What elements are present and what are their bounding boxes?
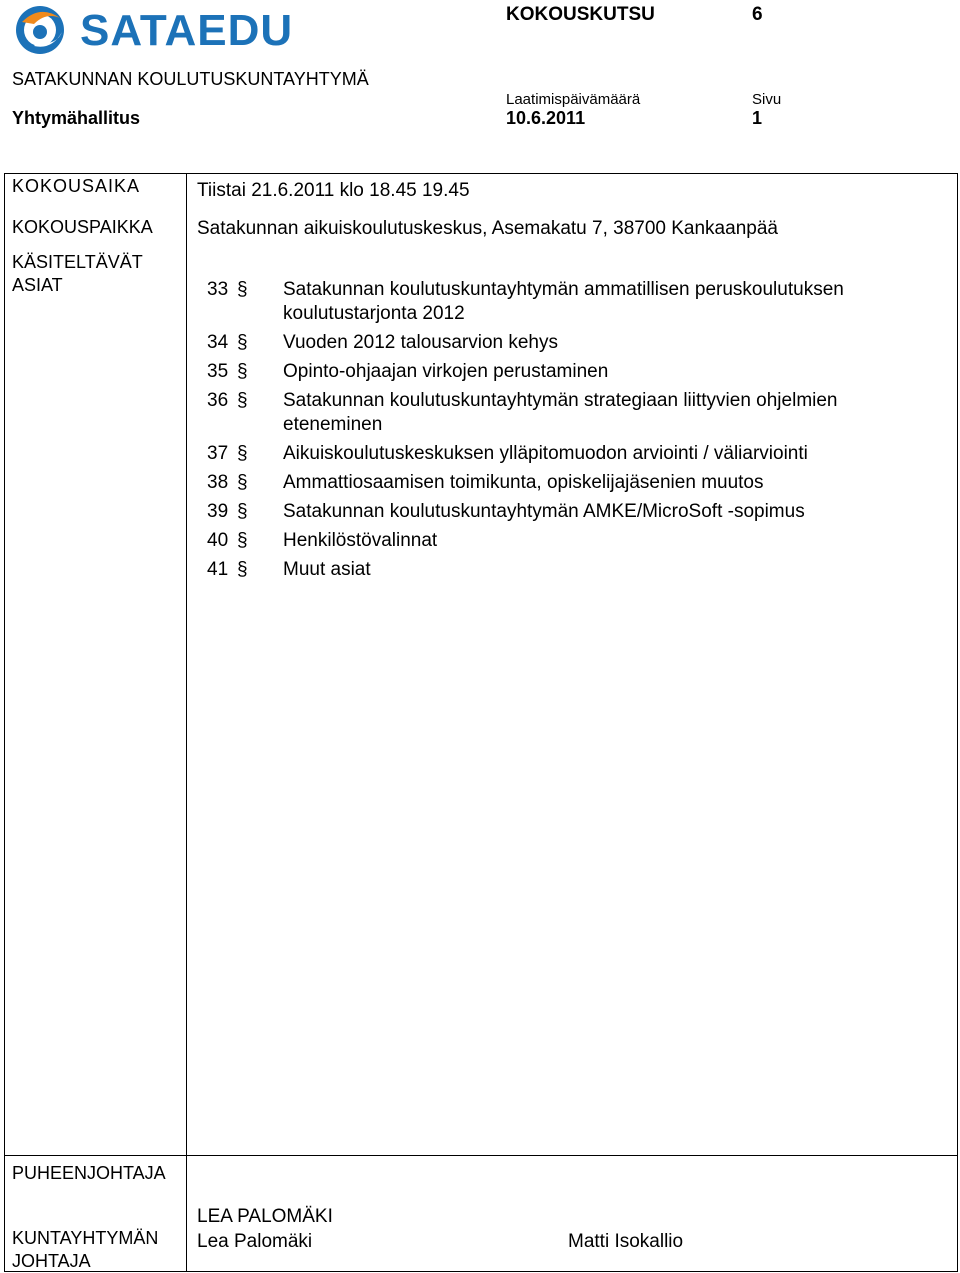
item-text: Henkilöstövalinnat: [283, 530, 438, 551]
agenda-list: [207, 278, 907, 587]
logo-text: SATAEDU: [80, 6, 294, 55]
meeting-time: Tiistai 21.6.2011 klo 18.45 19.45: [197, 180, 470, 201]
meeting-place-label: KOKOUSPAIKKA: [12, 217, 153, 237]
item-number: 36: [207, 390, 229, 411]
item-text: Satakunnan koulutuskuntayhtymän AMKE/MicroSoft -sopimus: [283, 501, 805, 522]
organization-name: SATAKUNNAN KOULUTUSKUNTAYHTYMÄ: [12, 69, 369, 89]
list-item: [207, 529, 907, 553]
list-item: [207, 442, 907, 466]
section-sign: §: [237, 332, 248, 353]
item-number: 41: [207, 559, 229, 580]
section-sign: §: [237, 443, 248, 464]
list-item: [207, 278, 907, 326]
item-number: 34: [207, 332, 229, 353]
item-text: Aikuiskoulutuskeskuksen ylläpitomuodon arviointi / väliarviointi: [283, 443, 808, 464]
section-sign: §: [237, 390, 248, 411]
item-number: 38: [207, 472, 229, 493]
item-text: Opinto-ohjaajan virkojen perustaminen: [283, 361, 609, 382]
item-text: Satakunnan koulutuskuntayhtymän strategiaan liittyvien ohjelmien eteneminen: [283, 390, 838, 435]
meeting-place: Satakunnan aikuiskoulutuskeskus, Asemakatu 7, 38700 Kankaanpää: [197, 218, 778, 239]
agenda-label-line2: ASIAT: [12, 275, 63, 295]
table-row-divider: [4, 1155, 958, 1156]
logo-swirl-icon: [12, 2, 72, 58]
item-text: Satakunnan koulutuskuntayhtymän ammatillisen peruskoulutuksen koulutustarjonta 2012: [283, 279, 844, 324]
document-type: KOKOUSKUTSU: [506, 4, 655, 25]
director-label: KUNTAYHTYMÄN: [12, 1228, 159, 1248]
list-item: [207, 331, 907, 355]
item-text: Vuoden 2012 talousarvion kehys: [283, 332, 558, 353]
section-sign: §: [237, 559, 248, 580]
item-number: 35: [207, 361, 229, 382]
section-sign: §: [237, 472, 248, 493]
list-item: [207, 471, 907, 495]
list-item: [207, 558, 907, 582]
item-text: Muut asiat: [283, 559, 371, 580]
meeting-time-label: KOKOUSAIKA: [12, 176, 141, 196]
director-label-line2: JOHTAJA: [12, 1251, 91, 1271]
page-label: Sivu: [752, 91, 782, 108]
item-number: 39: [207, 501, 229, 522]
item-number: 33: [207, 279, 229, 300]
chair-label: PUHEENJOHTAJA: [12, 1163, 166, 1183]
item-number: 40: [207, 530, 229, 551]
director-name: Matti Isokallio: [568, 1231, 684, 1252]
section-sign: §: [237, 501, 248, 522]
board-name: Yhtymähallitus: [12, 108, 141, 128]
date-label: Laatimispäivämäärä: [506, 91, 641, 108]
list-item: [207, 500, 907, 524]
chair-name-caps: LEA PALOMÄKI: [197, 1206, 333, 1227]
document-number: 6: [752, 4, 763, 25]
list-item: [207, 389, 907, 437]
section-sign: §: [237, 530, 248, 551]
table-column-divider: [186, 173, 187, 1272]
list-item: [207, 360, 907, 384]
agenda-label: KÄSITELTÄVÄT: [12, 252, 143, 272]
item-number: 37: [207, 443, 229, 464]
chair-name: Lea Palomäki: [197, 1231, 313, 1252]
sataedu-logo: [12, 2, 294, 58]
page-number: 1: [752, 108, 763, 128]
section-sign: §: [237, 279, 248, 300]
item-text: Ammattiosaamisen toimikunta, opiskelijajäsenien muutos: [283, 472, 764, 493]
section-sign: §: [237, 361, 248, 382]
document-date: 10.6.2011: [506, 108, 586, 128]
